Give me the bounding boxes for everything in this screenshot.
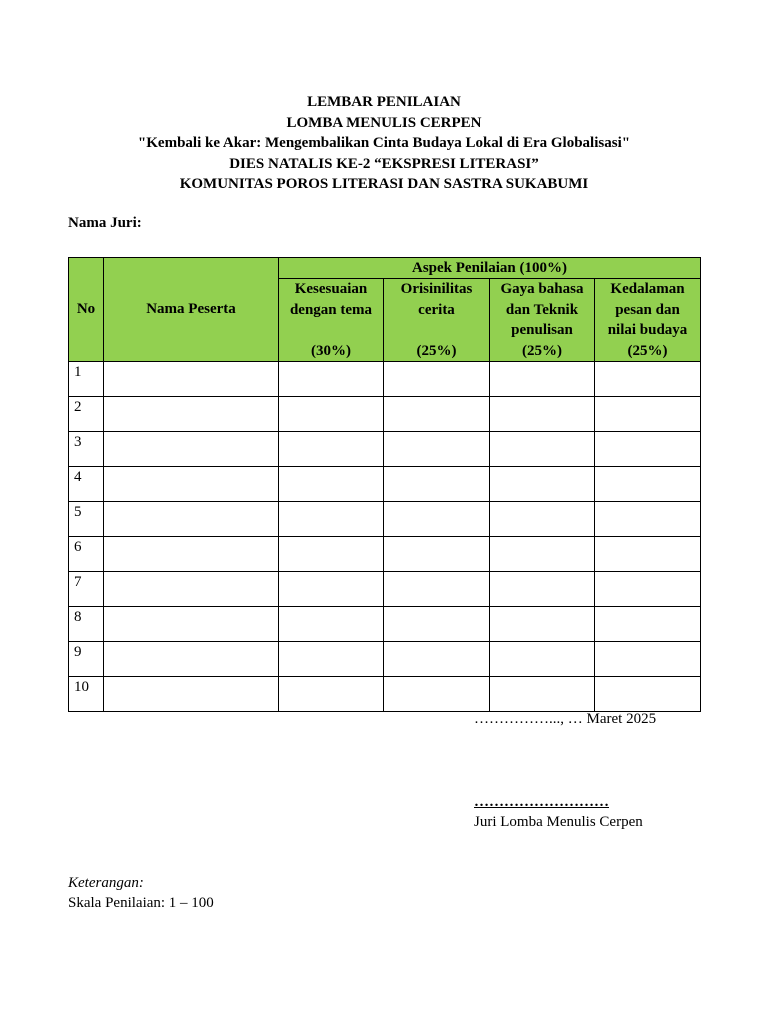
judge-name-label: Nama Juri: [68, 215, 142, 231]
score-cell-gaya-bahasa[interactable] [490, 572, 595, 607]
score-cell-kedalaman[interactable] [595, 467, 701, 502]
score-cell-kesesuaian[interactable] [279, 607, 384, 642]
table-row [69, 397, 701, 432]
criterion-header [595, 279, 701, 362]
participant-name-cell[interactable] [104, 432, 279, 467]
score-cell-orisinilitas[interactable] [384, 467, 490, 502]
score-cell-kedalaman[interactable] [595, 607, 701, 642]
score-cell-orisinilitas[interactable] [384, 432, 490, 467]
criterion-label: penulisan [511, 322, 573, 338]
criterion-label [279, 320, 383, 341]
row-number: 3 [69, 432, 104, 467]
criterion-header [279, 279, 384, 362]
table-row [69, 502, 701, 537]
signature-line: ……………………… [474, 794, 609, 810]
date-line: ……………..., … Maret 2025 [474, 711, 657, 727]
score-cell-orisinilitas[interactable] [384, 607, 490, 642]
criterion-label: Gaya bahasa [500, 281, 584, 297]
criterion-label: Kesesuaian [294, 281, 368, 297]
criterion-weight: (25%) [522, 342, 562, 359]
score-cell-kesesuaian[interactable] [279, 397, 384, 432]
criterion-weight: (25%) [627, 342, 668, 359]
row-number: 8 [69, 607, 104, 642]
participant-name-cell[interactable] [104, 677, 279, 712]
score-cell-gaya-bahasa[interactable] [490, 397, 595, 432]
title-line-4: DIES NATALIS KE-2 “EKSPRESI LITERASI” [229, 155, 539, 172]
score-cell-gaya-bahasa[interactable] [490, 502, 595, 537]
score-cell-orisinilitas[interactable] [384, 572, 490, 607]
table-row [69, 432, 701, 467]
table-row [69, 607, 701, 642]
score-cell-orisinilitas[interactable] [384, 397, 490, 432]
score-cell-kesesuaian[interactable] [279, 362, 384, 397]
title-line-2: LOMBA MENULIS CERPEN [286, 114, 482, 131]
score-cell-kesesuaian[interactable] [279, 642, 384, 677]
col-header-nama-peserta: Nama Peserta [104, 258, 279, 362]
score-cell-gaya-bahasa[interactable] [490, 537, 595, 572]
row-number: 4 [69, 467, 104, 502]
score-cell-kedalaman[interactable] [595, 677, 701, 712]
criterion-label: pesan dan [615, 301, 680, 318]
participant-name-cell[interactable] [104, 397, 279, 432]
table-row [69, 467, 701, 502]
score-cell-kesesuaian[interactable] [279, 502, 384, 537]
criterion-label: dan Teknik [505, 301, 579, 318]
score-cell-kesesuaian[interactable] [279, 537, 384, 572]
score-cell-gaya-bahasa[interactable] [490, 642, 595, 677]
row-number: 9 [69, 642, 104, 677]
criterion-header [490, 279, 595, 362]
score-cell-kedalaman[interactable] [595, 642, 701, 677]
score-cell-orisinilitas[interactable] [384, 677, 490, 712]
table-row [69, 537, 701, 572]
table-row [69, 677, 701, 712]
score-cell-kedalaman[interactable] [595, 397, 701, 432]
table-row [69, 572, 701, 607]
table-row [69, 642, 701, 677]
score-cell-gaya-bahasa[interactable] [490, 432, 595, 467]
score-cell-kesesuaian[interactable] [279, 572, 384, 607]
document-header [0, 92, 768, 195]
score-cell-gaya-bahasa[interactable] [490, 607, 595, 642]
title-line-5: KOMUNITAS POROS LITERASI DAN SASTRA SUKABUMI [179, 176, 589, 192]
score-cell-kesesuaian[interactable] [279, 677, 384, 712]
row-number: 6 [69, 537, 104, 572]
score-cell-kedalaman[interactable] [595, 502, 701, 537]
title-line-3: "Kembali ke Akar: Mengembalikan Cinta Budaya Lokal di Era Globalisasi" [137, 135, 631, 151]
signature-role: Juri Lomba Menulis Cerpen [474, 814, 643, 830]
score-cell-kedalaman[interactable] [595, 537, 701, 572]
criterion-weight: (30%) [311, 342, 351, 359]
criterion-label: dengan tema [289, 301, 373, 318]
participant-name-cell[interactable] [104, 607, 279, 642]
score-cell-orisinilitas[interactable] [384, 642, 490, 677]
row-number: 5 [69, 502, 104, 537]
score-cell-orisinilitas[interactable] [384, 362, 490, 397]
criterion-label: nilai budaya [607, 322, 688, 338]
criterion-label: cerita [418, 301, 455, 318]
scale-note: Skala Penilaian: 1 – 100 [68, 895, 214, 911]
score-cell-gaya-bahasa[interactable] [490, 677, 595, 712]
score-cell-kedalaman[interactable] [595, 362, 701, 397]
row-number: 7 [69, 572, 104, 607]
participant-name-cell[interactable] [104, 572, 279, 607]
row-number: 2 [69, 397, 104, 432]
row-number: 1 [69, 362, 104, 397]
score-cell-kesesuaian[interactable] [279, 467, 384, 502]
participant-name-cell[interactable] [104, 537, 279, 572]
participant-name-cell[interactable] [104, 467, 279, 502]
scoring-table [68, 257, 701, 712]
row-number: 10 [69, 677, 104, 712]
score-cell-orisinilitas[interactable] [384, 502, 490, 537]
score-cell-kesesuaian[interactable] [279, 432, 384, 467]
score-cell-kedalaman[interactable] [595, 432, 701, 467]
participant-name-cell[interactable] [104, 502, 279, 537]
title-line-1: LEMBAR PENILAIAN [307, 94, 461, 110]
criterion-label: Orisinilitas [400, 281, 473, 297]
score-cell-gaya-bahasa[interactable] [490, 362, 595, 397]
criterion-label: Kedalaman [610, 281, 685, 297]
score-cell-gaya-bahasa[interactable] [490, 467, 595, 502]
participant-name-cell[interactable] [104, 362, 279, 397]
col-header-no: No [69, 258, 104, 362]
criterion-label [384, 320, 489, 341]
score-cell-orisinilitas[interactable] [384, 537, 490, 572]
table-row [69, 362, 701, 397]
criterion-weight: (25%) [416, 342, 457, 359]
col-header-aspek: Aspek Penilaian (100%) [279, 258, 701, 279]
participant-name-cell[interactable] [104, 642, 279, 677]
criterion-header [384, 279, 490, 362]
notes-label: Keterangan: [68, 875, 144, 891]
score-cell-kedalaman[interactable] [595, 572, 701, 607]
